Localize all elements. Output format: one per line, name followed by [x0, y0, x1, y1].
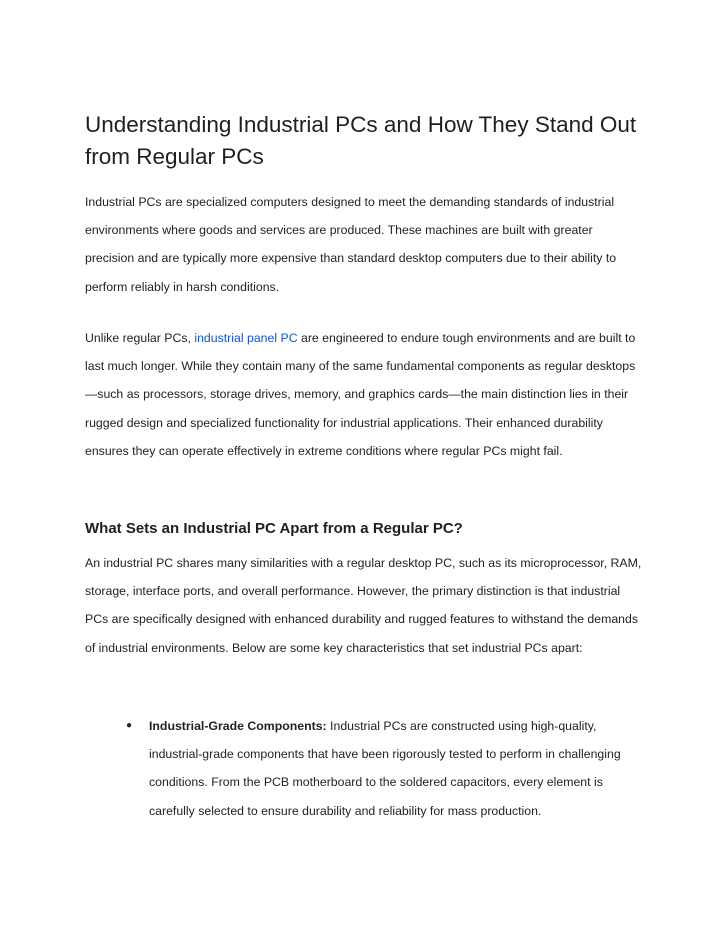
industrial-panel-pc-link[interactable]: industrial panel PC	[194, 331, 298, 345]
section-paragraph: An industrial PC shares many similarities with a regular desktop PC, such as its microprocessor, RAM, storage, interface ports, and overall performance. However, the primary distinction is that industrial PCs are specifically designed with enhanced durability and rugged features to withstand the demands of industrial environments. Below are some key characteristics that set industrial PCs apart:	[85, 556, 642, 655]
second-paragraph-lead: Unlike regular PCs,	[85, 331, 195, 345]
second-paragraph	[85, 324, 645, 465]
section-heading: What Sets an Industrial PC Apart from a Regular PC?	[85, 520, 463, 537]
document-title: Understanding Industrial PCs and How They Stand Out from Regular PCs	[85, 112, 637, 169]
bullet-title: Industrial-Grade Components:	[149, 719, 327, 733]
intro-paragraph: Industrial PCs are specialized computers designed to meet the demanding standards of industrial environments where goods and services are produced. These machines are built with greater precision and are typically more expensive than standard desktop computers due to their ability to perform reliably in harsh conditions.	[85, 195, 617, 294]
bullet-icon: ●	[126, 720, 133, 731]
second-paragraph-rest: are engineered to endure tough environments and are built to last much longer. While they contain many of the same fundamental components as regular desktops—such as processors, storage drives, memory, and graphics cards—the main distinction lies in their rugged design and specialized functionality for industrial applications. Their enhanced durability ensures they can operate effectively in extreme conditions where regular PCs might fail.	[85, 331, 636, 458]
list-item	[85, 712, 645, 825]
bullet-text: Industrial PCs are constructed using high-quality, industrial-grade components that have been rigorously tested to perform in challenging conditions. From the PCB motherboard to the soldered capacitors, every element is carefully selected to ensure durability and reliability for mass production.	[149, 719, 621, 818]
characteristics-list	[85, 712, 645, 825]
